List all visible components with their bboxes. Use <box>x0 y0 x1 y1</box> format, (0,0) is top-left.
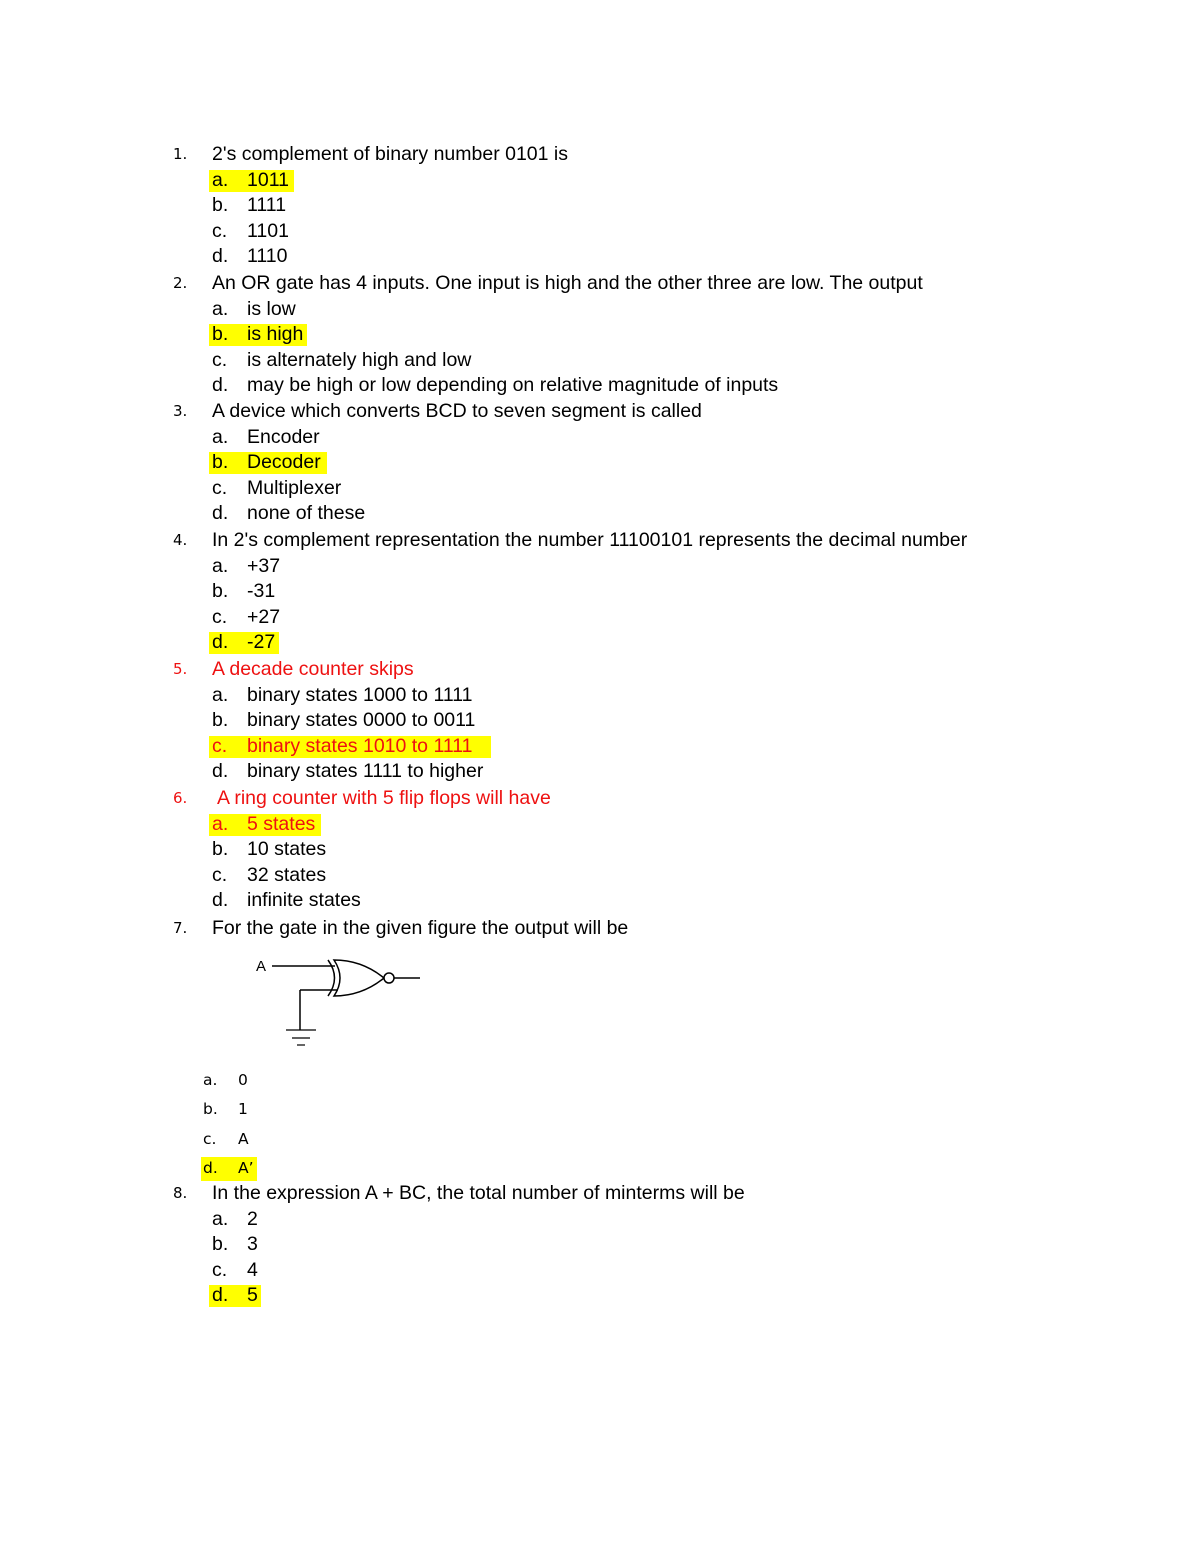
question-number: 6. <box>173 789 188 807</box>
option-d: d. none of these <box>212 502 366 525</box>
option-d: d. -27 <box>0 630 1100 656</box>
option-d: d. 5 <box>0 1283 1100 1309</box>
option-b: b. 10 states <box>212 838 327 861</box>
option-c: c. is alternately high and low <box>212 348 472 371</box>
option-b: b. Decoder <box>0 450 1100 476</box>
option-a: a. Encoder <box>212 425 320 448</box>
option-c: c. 1101 <box>212 219 289 242</box>
xnor-gate-figure <box>250 950 430 1060</box>
option-c: c. Multiplexer <box>212 476 342 499</box>
option-c: c. +27 <box>212 605 281 628</box>
question-4 <box>0 528 1100 656</box>
input-label-a: A <box>256 958 267 975</box>
option-b: b. 1111 <box>212 194 287 217</box>
question-text: An OR gate has 4 inputs. One input is high and the other three are low. The output <box>212 272 923 294</box>
option-b: b. -31 <box>212 580 276 603</box>
option-a: a. binary states 1000 to 1111 <box>212 683 473 706</box>
question-text: A decade counter skips <box>212 658 414 680</box>
xnor-gate-diagram <box>250 950 430 1060</box>
option-d: d. infinite states <box>212 889 361 912</box>
question-text: In 2's complement representation the number 11100101 represents the decimal number <box>212 529 968 551</box>
option-d: d. 1110 <box>212 245 288 268</box>
inverter-bubble <box>384 973 394 983</box>
question-5 <box>0 657 1100 785</box>
gate-body <box>334 960 384 996</box>
option-b: b. 3 <box>212 1233 258 1256</box>
question-7-options <box>0 1066 1100 1183</box>
question-number: 7. <box>173 919 188 937</box>
question-text: A device which converts BCD to seven segment is called <box>212 400 702 422</box>
question-number: 5. <box>173 660 188 678</box>
option-d: d. may be high or low depending on relative magnitude of inputs <box>212 374 779 397</box>
question-text: A ring counter with 5 flip flops will have <box>217 787 551 809</box>
option-a: a. 1011 <box>0 168 1100 194</box>
option-a: a. 0 <box>203 1071 248 1089</box>
question-1 <box>0 142 1100 270</box>
question-2 <box>0 271 1100 399</box>
question-3 <box>0 399 1100 527</box>
option-b: b. binary states 0000 to 0011 <box>212 709 476 732</box>
option-c: c. 4 <box>212 1258 258 1281</box>
question-number: 4. <box>173 531 188 549</box>
question-number: 2. <box>173 274 188 292</box>
option-d: d. binary states 1111 to higher <box>212 760 484 783</box>
question-text: For the gate in the given figure the output will be <box>212 917 629 939</box>
question-text: In the expression A + BC, the total number of minterms will be <box>212 1182 745 1204</box>
option-c: c. 32 states <box>212 863 327 886</box>
question-6 <box>0 786 1100 914</box>
option-a: a. 2 <box>212 1207 258 1230</box>
question-number: 3. <box>173 402 188 420</box>
option-a: a. +37 <box>212 554 281 577</box>
question-8 <box>0 1181 1100 1309</box>
question-7 <box>0 916 1100 942</box>
question-text: 2's complement of binary number 0101 is <box>212 143 568 165</box>
option-b: b. 1 <box>203 1100 248 1119</box>
option-d: d. A’ <box>0 1154 1100 1183</box>
option-b: b. is high <box>0 322 1100 348</box>
option-a: a. is low <box>212 297 296 320</box>
question-number: 8. <box>173 1184 188 1202</box>
option-c: c. binary states 1010 to 1111 <box>0 734 1100 760</box>
question-number: 1. <box>173 145 188 163</box>
option-c: c. A <box>203 1129 249 1148</box>
option-a: a. 5 states <box>0 812 1100 838</box>
